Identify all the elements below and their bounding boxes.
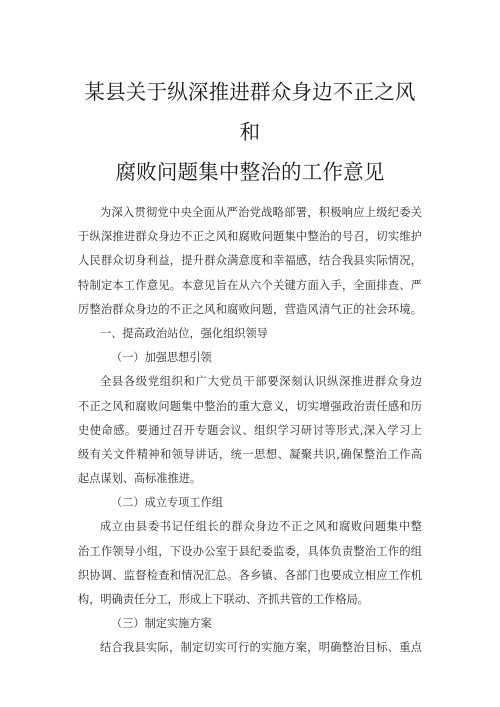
paragraph-line: 结合我县实际，制定切实可行的实施方案，明确整治目标、重点 — [100, 641, 422, 655]
paragraph-line: 级有关文件精神和领导讲话，统一思想、凝聚共识,确保整治工作高 — [78, 447, 422, 461]
paragraph-line: 构，明确责任分工，形成上下联动、齐抓共管的工作格局。 — [78, 593, 369, 606]
subsection-3-paragraph — [78, 636, 422, 660]
subsection-heading: （一）加强思想引领 — [111, 351, 212, 365]
paragraph-line: 厉整治群众身边的不正之风和腐败问题，营造风清气正的社会环境。 — [78, 302, 422, 316]
paragraph-line: 治工作领导小组，下设办公室于县纪委监委，具体负责整治工作的组 — [78, 544, 422, 558]
subsection-heading: （三）制定实施方案 — [111, 617, 212, 631]
paragraph-line: 织协调、监督检查和情况汇总。各乡镇、各部门也要成立相应工作机 — [78, 568, 422, 582]
subsection-1-paragraph — [78, 370, 422, 491]
paragraph-line: 不正之风和腐败问题集中整治的重大意义，切实增强政治责任感和历 — [78, 399, 422, 413]
paragraph-line: 于纵深推进群众身边不正之风和腐败问题集中整治的号召，切实维护 — [78, 230, 422, 244]
paragraph-line: 特制定本工作意见。本意见旨在从六个关键方面入手，全面排查、严 — [78, 278, 422, 292]
paragraph-line: 人民群众切身利益，提升群众满意度和幸福感，结合我县实际情况， — [78, 254, 422, 268]
subsection-heading: （二）成立专项工作组 — [111, 496, 223, 510]
paragraph-line: 全县各级党组织和广大党员干部要深刻认识纵深推进群众身边 — [100, 375, 422, 389]
subsection-2-paragraph — [78, 515, 422, 612]
intro-paragraph — [78, 201, 422, 322]
paragraph-line: 起点谋划、高标准推进。 — [78, 472, 202, 486]
paragraph-line: 史使命感。要通过召开专题会议、组织学习研讨等形式,深入学习上 — [78, 423, 422, 437]
title-line-1: 某县关于纵深推进群众身边不正之风和 — [84, 80, 416, 144]
document-title — [78, 0, 422, 192]
title-line-2: 腐败问题集中整治的工作意见 — [115, 160, 385, 184]
paragraph-line: 为深入贯彻党中央全面从严治党战略部署，积极响应上级纪委关 — [100, 206, 422, 219]
paragraph-line: 成立由县委书记任组长的群众身边不正之风和腐败问题集中整 — [100, 520, 422, 534]
section-heading: 一、提高政治站位，强化组织领导 — [100, 326, 268, 340]
